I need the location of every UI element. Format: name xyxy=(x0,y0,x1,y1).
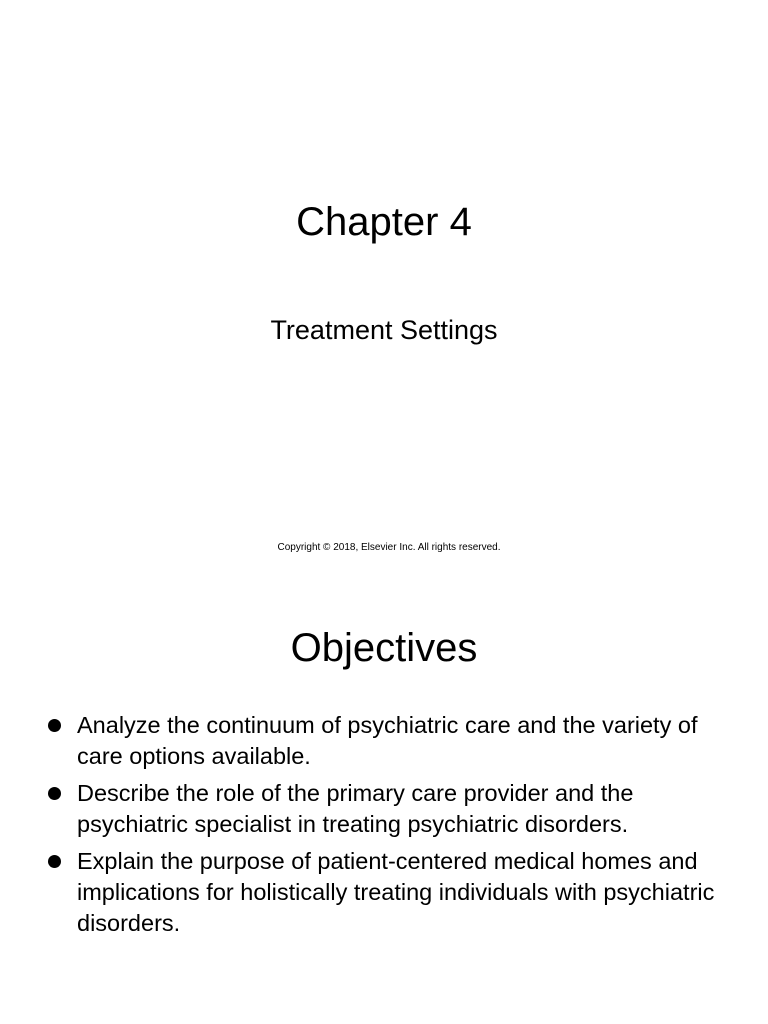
objectives-title: Objectives xyxy=(290,626,478,670)
objective-item xyxy=(44,710,744,772)
objective-text: Analyze the continuum of psychiatric care and the variety of care options available. xyxy=(77,712,698,769)
bullet-icon xyxy=(48,855,61,868)
objectives-list xyxy=(44,710,744,945)
bullet-icon xyxy=(48,787,61,800)
objective-item xyxy=(44,846,744,939)
objective-text: Describe the role of the primary care provider and the psychiatric specialist in treating psychiatric disorders. xyxy=(77,780,634,837)
chapter-subtitle: Treatment Settings xyxy=(270,315,498,345)
objectives-slide xyxy=(0,576,768,1024)
chapter-title: Chapter 4 xyxy=(296,200,472,244)
objective-item xyxy=(44,778,744,840)
copyright-notice: Copyright © 2018, Elsevier Inc. All rights reserved. xyxy=(277,542,501,553)
objective-text: Explain the purpose of patient-centered medical homes and implications for holistically treating individuals with psychiatric disorders. xyxy=(77,848,715,936)
bullet-icon xyxy=(48,719,61,732)
